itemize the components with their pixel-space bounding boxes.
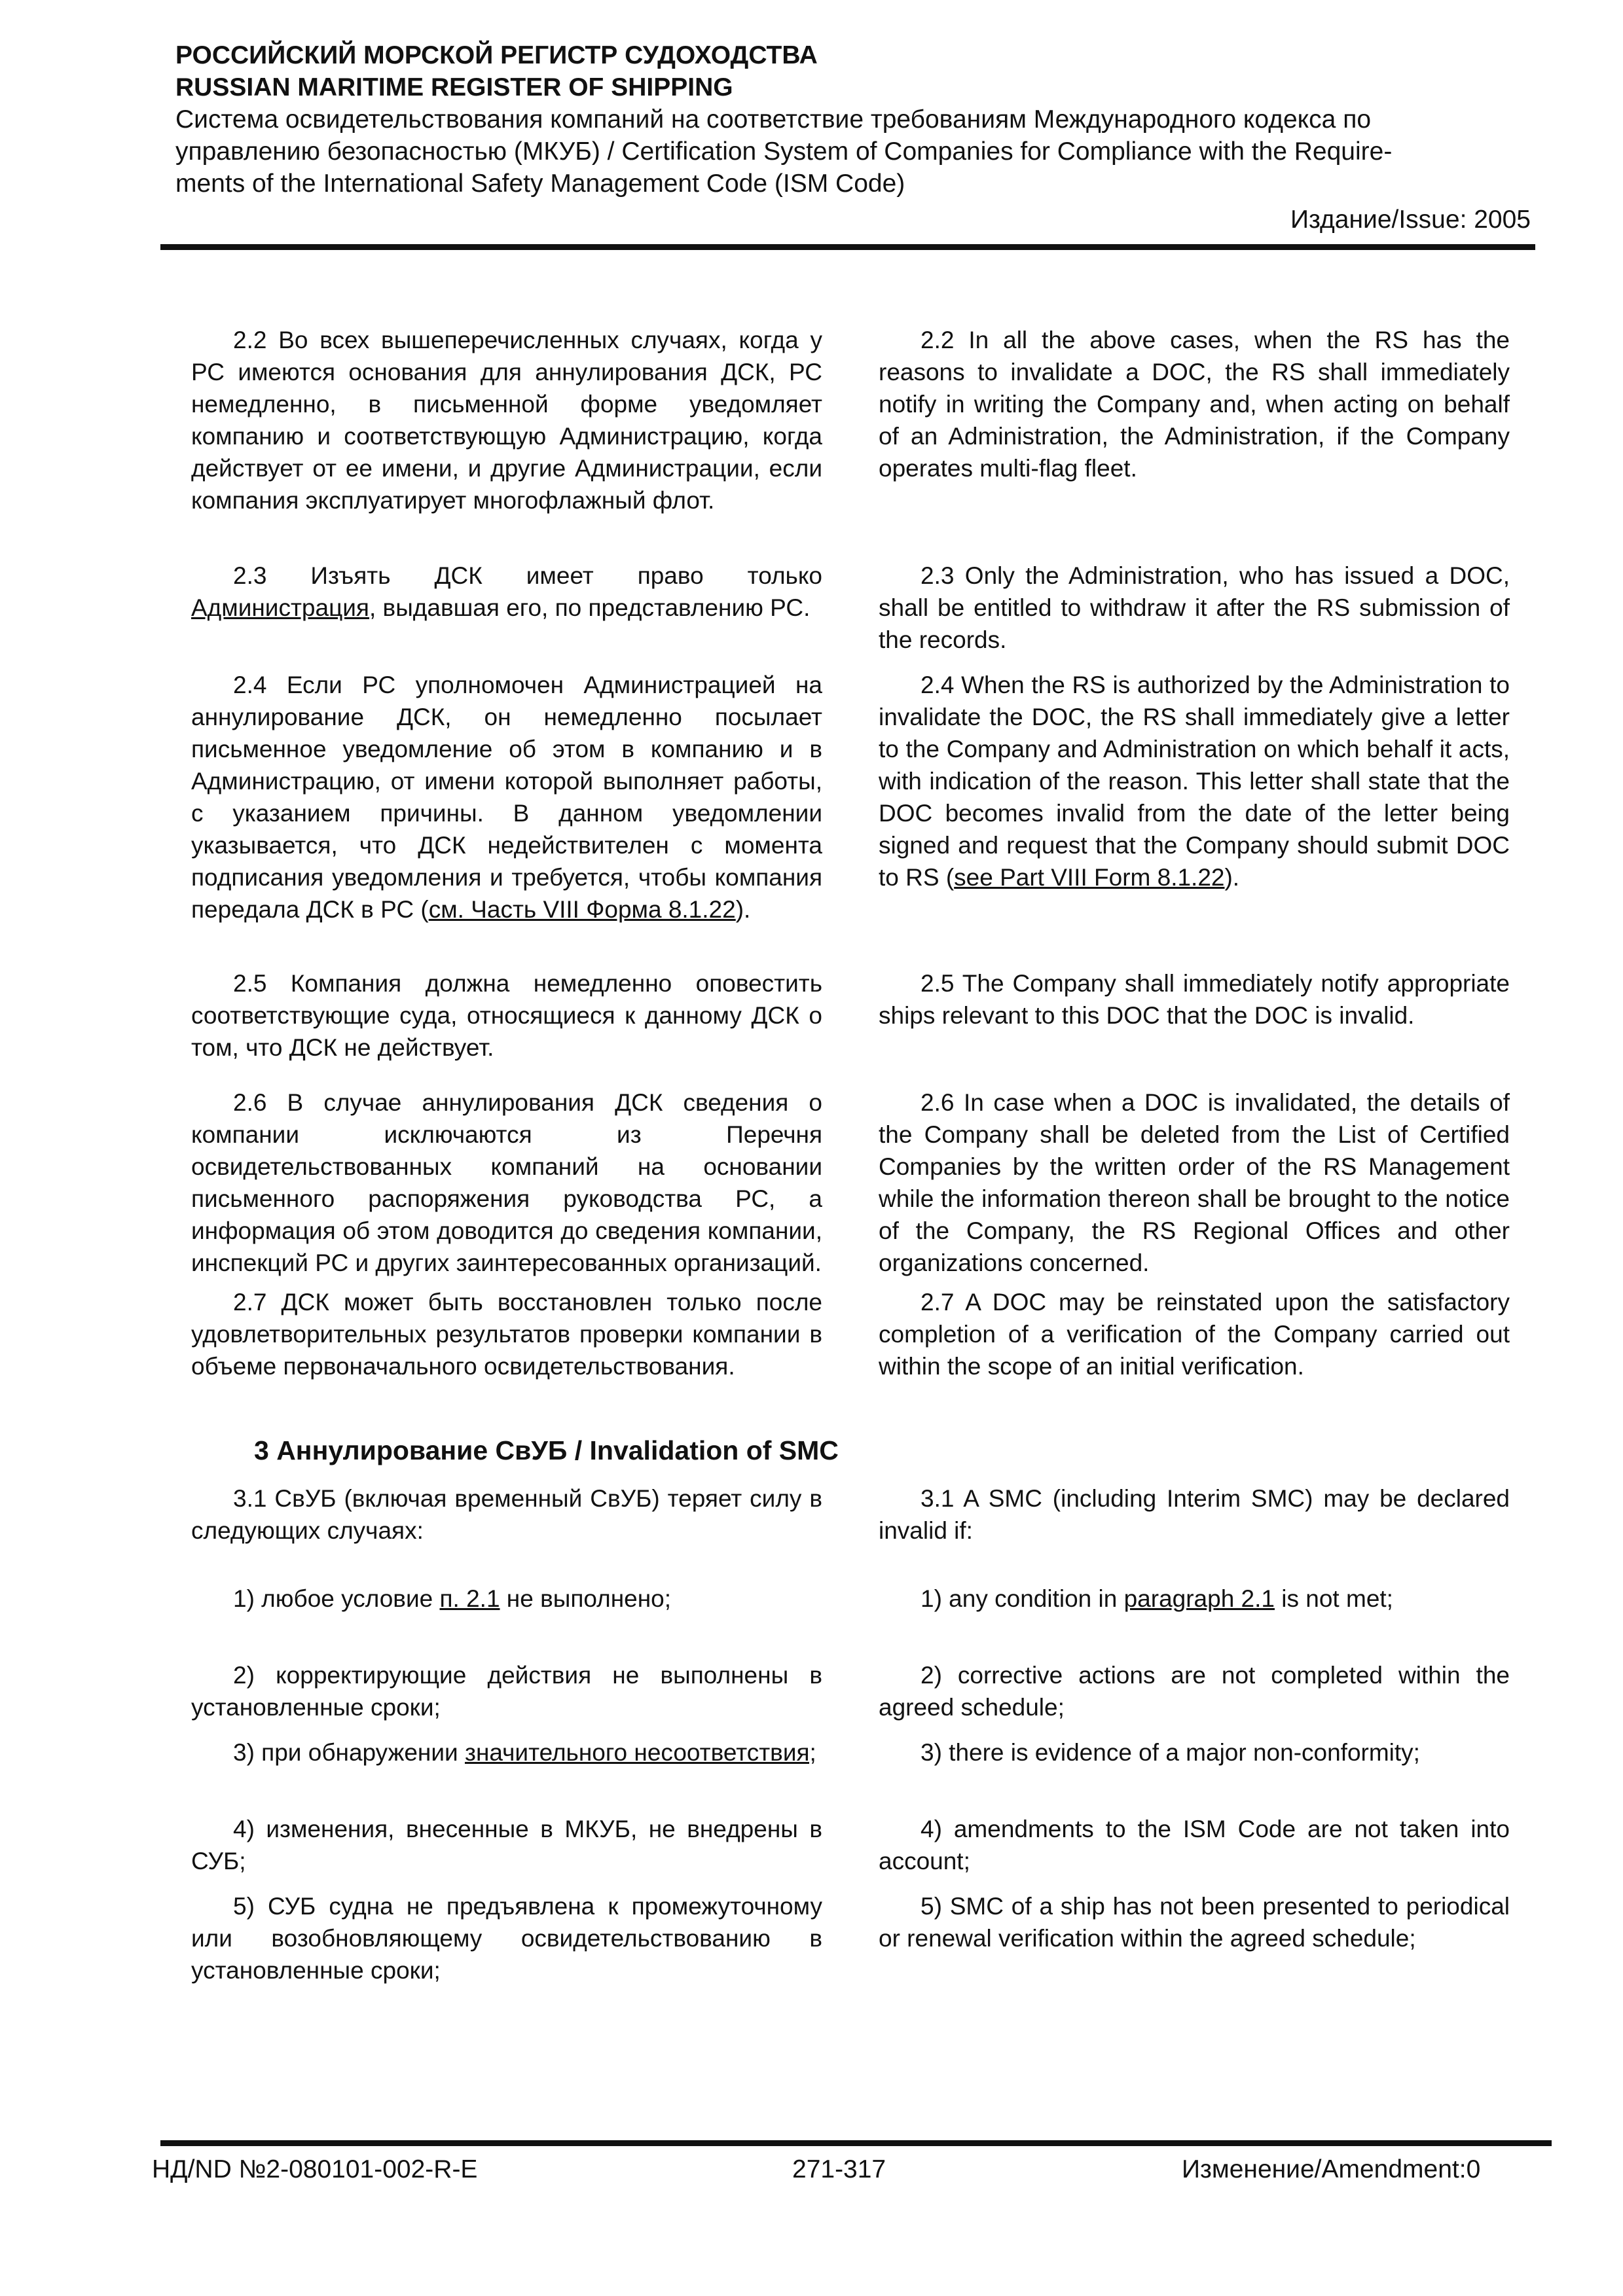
form-8-1-22-link-ru[interactable]: см. Часть VIII Форма 8.1.22 [428, 896, 736, 923]
paragraph-3-1-en: 3.1 A SMC (including Interim SMC) may be declared invalid if: [879, 1485, 1510, 1544]
paragraph-2-7-en: 2.7 A DOC may be reinstated upon the satisfactory completion of a verification of the Company carried out within the scope of an initial verification. [879, 1289, 1510, 1380]
list-item-3-ru-text-a: 3) при обнаружении [233, 1739, 465, 1766]
footer-rule [160, 2140, 1552, 2146]
header-subtitle-line-3: ments of the International Safety Management Code (ISM Code) [175, 170, 905, 198]
paragraph-2-3-ru-text-a: 2.3 Изъять ДСК имеет право только [233, 562, 822, 589]
administration-link[interactable]: Администрация [191, 594, 369, 621]
list-item-1-ru-text-b: не выполнено; [500, 1585, 672, 1612]
page-header [175, 39, 1531, 236]
list-item-1-en [879, 1583, 1510, 1615]
paragraph-2-2-ru: 2.2 Во всех вышеперечисленных случаях, когда у РС имеются основания для аннулирования ДСК, РС немедленно, в письменной форме уведомляет компанию и соответствующую Администрацию, когда действует от ее имени, и другие Администрации, если компания эксплуатирует многофлажный флот. [191, 327, 822, 514]
paragraph-2-4-en [879, 669, 1510, 893]
paragraph-2-7-ru: 2.7 ДСК может быть восстановлен только после удовлетворительных результатов проверки компании в объеме первоначального освидетельствования. [191, 1289, 822, 1380]
paragraph-2-4-ru [191, 669, 822, 925]
paragraph-2-2-en: 2.2 In all the above cases, when the RS has the reasons to invalidate a DOC, the RS shall immediately notify in writing the Company and, when acting on behalf of an Administration, the Administration, if the Company operates multi-flag fleet. [879, 327, 1510, 482]
header-title-ru: РОССИЙСКИЙ МОРСКОЙ РЕГИСТР СУДОХОДСТВА [175, 41, 818, 69]
section-3-heading: 3 Аннулирование СвУБ / Invalidation of SMC [254, 1435, 839, 1465]
paragraph-2-5-ru: 2.5 Компания должна немедленно оповестить соответствующие суда, относящиеся к данному ДСК о том, что ДСК не действует. [191, 970, 822, 1061]
header-subtitle-line-1: Система освидетельствования компаний на соответствие требованиям Международного кодекса по [175, 105, 1372, 134]
paragraph-3-1-ru: 3.1 СвУБ (включая временный СвУБ) теряет силу в следующих случаях: [191, 1485, 822, 1544]
list-item-4-ru: 4) изменения, внесенные в МКУБ, не внедрены в СУБ; [191, 1816, 822, 1874]
list-item-2-en: 2) corrective actions are not completed within the agreed schedule; [879, 1662, 1510, 1721]
paragraph-2-4-ru-text-a: 2.4 Если РС уполномочен Администрацией на аннулирование ДСК, он немедленно посылает письменное уведомление об этом в компанию и в Администрацию, от имени которой выполняет работы, с указанием причины. В данном уведомлении указывается, что ДСК недействителен с момента подписания уведомления и требуется, чтобы компания передала ДСК в РС ( [191, 672, 822, 923]
paragraph-2-4-en-text-b: ). [1224, 864, 1240, 891]
paragraph-2-4-en-text-a: 2.4 When the RS is authorized by the Administration to invalidate the DOC, the RS shall immediately give a letter to the Company and Administration on which behalf it acts, with indication of the reason. This letter shall state that the DOC becomes invalid from the date of the letter being signed and request that the Company should submit DOC to RS ( [879, 672, 1510, 891]
paragraph-2-3-ru-text-b: , выдавшая его, по представлению РС. [369, 594, 811, 621]
list-item-1-ru-text-a: 1) любое условие [233, 1585, 440, 1612]
list-item-2-ru: 2) корректирующие действия не выполнены в установленные сроки; [191, 1662, 822, 1721]
paragraph-2-6-en: 2.6 In case when a DOC is invalidated, the details of the Company shall be deleted from the List of Certified Companies by the written order of the RS Management while the information thereon shall be brought to the notice of the Company, the RS Regional Offices and other organizations concerned. [879, 1089, 1510, 1276]
paragraph-2-4-ru-text-b: ). [735, 896, 751, 923]
paragraph-2-5-en: 2.5 The Company shall immediately notify appropriate ships relevant to this DOC that the DOC is invalid. [879, 970, 1510, 1029]
paragraph-2-6-ru: 2.6 В случае аннулирования ДСК сведения о компании исключаются из Перечня освидетельствованных компаний на основании письменного распоряжения руководства РС, а информация об этом доводится до сведения компании, инспекций РС и других заинтересованных организаций. [191, 1089, 822, 1276]
list-item-1-ru [191, 1583, 822, 1615]
header-issue: Издание/Issue: 2005 [1290, 206, 1531, 234]
list-item-5-ru: 5) СУБ судна не предъявлена к промежуточному или возобновляющему освидетельствованию в установленные сроки; [191, 1893, 822, 1984]
footer-page-number: 271-317 [792, 2155, 886, 2183]
list-item-4-en: 4) amendments to the ISM Code are not taken into account; [879, 1816, 1510, 1874]
footer-document-number: НД/ND №2-080101-002-R-E [152, 2155, 478, 2183]
header-subtitle-line-2: управлению безопасностью (МКУБ) / Certification System of Companies for Compliance with the Require- [175, 137, 1393, 166]
list-item-3-en: 3) there is evidence of a major non-conformity; [921, 1739, 1420, 1766]
paragraph-2-3-en: 2.3 Only the Administration, who has issued a DOC, shall be entitled to withdraw it after the RS submission of the records. [879, 562, 1510, 653]
list-item-5-en: 5) SMC of a ship has not been presented to periodical or renewal verification within the agreed schedule; [879, 1893, 1510, 1952]
header-rule [160, 244, 1535, 250]
form-8-1-22-link-en[interactable]: see Part VIII Form 8.1.22 [954, 864, 1225, 891]
list-item-1-en-text-a: 1) any condition in [921, 1585, 1124, 1612]
list-item-1-en-text-b: is not met; [1275, 1585, 1393, 1612]
header-title-en: RUSSIAN MARITIME REGISTER OF SHIPPING [175, 73, 733, 101]
paragraph-2-1-link-ru[interactable]: п. 2.1 [439, 1585, 500, 1612]
list-item-3-ru [191, 1736, 822, 1768]
footer-amendment: Изменение/Amendment:0 [1182, 2155, 1481, 2183]
paragraph-2-1-link-en[interactable]: paragraph 2.1 [1123, 1585, 1275, 1612]
major-non-conformity-link[interactable]: значительного несоответствия; [464, 1739, 816, 1766]
paragraph-2-3-ru [191, 560, 822, 624]
